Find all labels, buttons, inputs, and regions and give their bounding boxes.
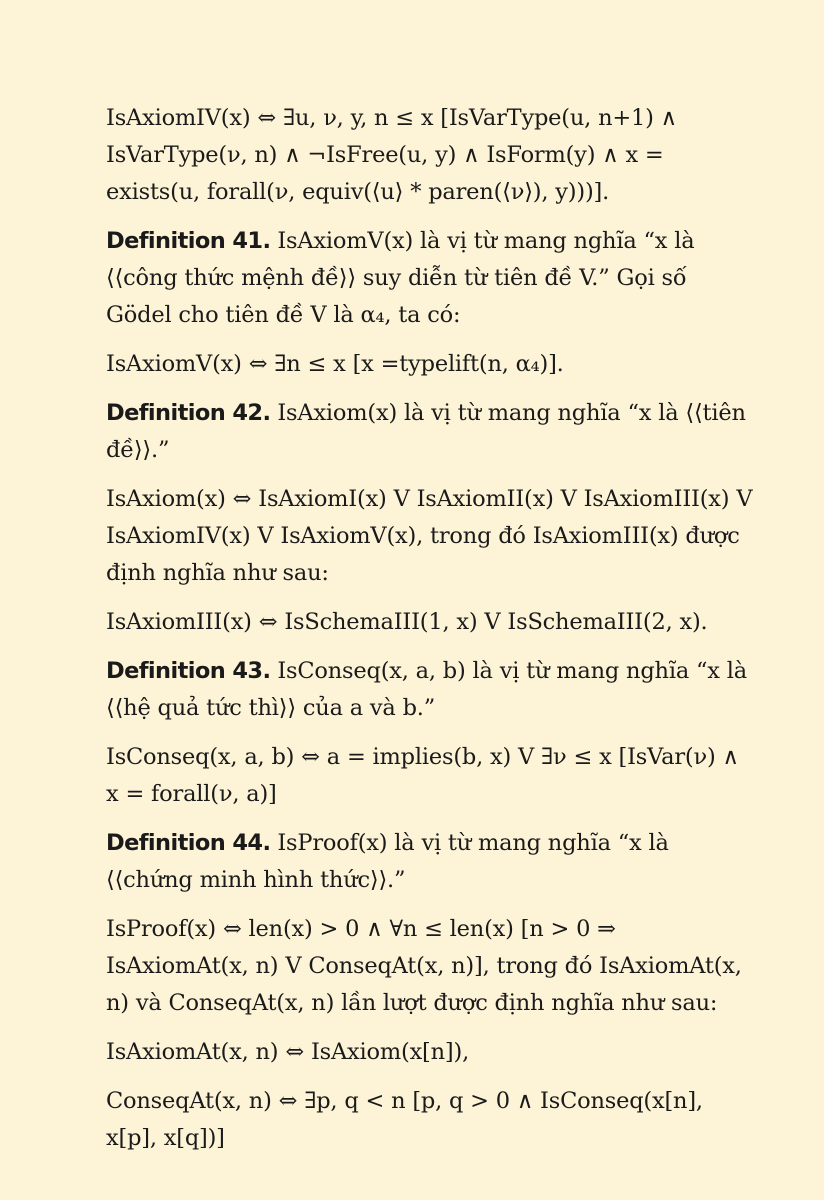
definition-44	[106, 825, 758, 899]
is-axiom-iii-formula	[106, 604, 758, 641]
formula-text: IsAxiomIII(x) ⇔ IsSchemaIII(1, x) V IsSchemaIII(2, x).	[106, 609, 708, 635]
definition-label: Definition 42.	[106, 400, 271, 426]
is-axiom-formula	[106, 481, 758, 592]
formula-text: IsAxiomAt(x, n) ⇔ IsAxiom(x[n]),	[106, 1039, 470, 1065]
is-conseq-formula	[106, 739, 758, 813]
definition-label: Definition 43.	[106, 658, 271, 684]
formula-text: IsAxiom(x) ⇔ IsAxiomI(x) V IsAxiomII(x) V IsAxiomIII(x) V IsAxiomIV(x) V IsAxiomV(x), trong đó IsAxiomIII(x) được định nghĩa như sau:	[106, 486, 753, 586]
definition-text: IsAxiomV(x) là vị từ mang nghĩa “x là ⟨⟨công thức mệnh đề⟩⟩ suy diễn từ tiên đề V.” Gọi số Gödel cho tiên đề V là α₄, ta có:	[106, 228, 695, 328]
definition-label: Definition 41.	[106, 228, 271, 254]
conseq-at-formula	[106, 1083, 758, 1157]
is-axiom-v-formula	[106, 346, 758, 383]
is-axiom-iv-formula	[106, 100, 758, 211]
formula-text: IsAxiomV(x) ⇔ ∃n ≤ x [x =typelift(n, α₄)].	[106, 351, 564, 377]
is-axiom-at-formula	[106, 1034, 758, 1071]
definition-text: IsAxiom(x) là vị từ mang nghĩa “x là ⟨⟨tiên đề⟩⟩.”	[106, 400, 746, 463]
formula-text: IsAxiomIV(x) ⇔ ∃u, ν, y, n ≤ x [IsVarType(u, n+1) ∧ IsVarType(ν, n) ∧ ¬IsFree(u, y) ∧ IsForm(y) ∧ x = exists(u, forall(ν, equiv(⟨u⟩ * paren(⟨ν⟩), y)))].	[106, 105, 677, 205]
formula-text: IsProof(x) ⇔ len(x) > 0 ∧ ∀n ≤ len(x) [n > 0 ⇒ IsAxiomAt(x, n) V ConseqAt(x, n)], trong đó IsAxiomAt(x, n) và ConseqAt(x, n) lần lượt được định nghĩa như sau:	[106, 916, 742, 1016]
definition-text: IsProof(x) là vị từ mang nghĩa “x là ⟨⟨chứng minh hình thức⟩⟩.”	[106, 830, 669, 893]
definition-43	[106, 653, 758, 727]
formula-text: IsConseq(x, a, b) ⇔ a = implies(b, x) V ∃ν ≤ x [IsVar(ν) ∧ x = forall(ν, a)]	[106, 744, 739, 807]
definition-42	[106, 395, 758, 469]
definition-label: Definition 44.	[106, 830, 271, 856]
definition-text: IsConseq(x, a, b) là vị từ mang nghĩa “x là ⟨⟨hệ quả tức thì⟩⟩ của a và b.”	[106, 658, 747, 721]
definition-41	[106, 223, 758, 334]
formula-text: ConseqAt(x, n) ⇔ ∃p, q < n [p, q > 0 ∧ IsConseq(x[n], x[p], x[q])]	[106, 1088, 703, 1151]
is-proof-formula	[106, 911, 758, 1022]
